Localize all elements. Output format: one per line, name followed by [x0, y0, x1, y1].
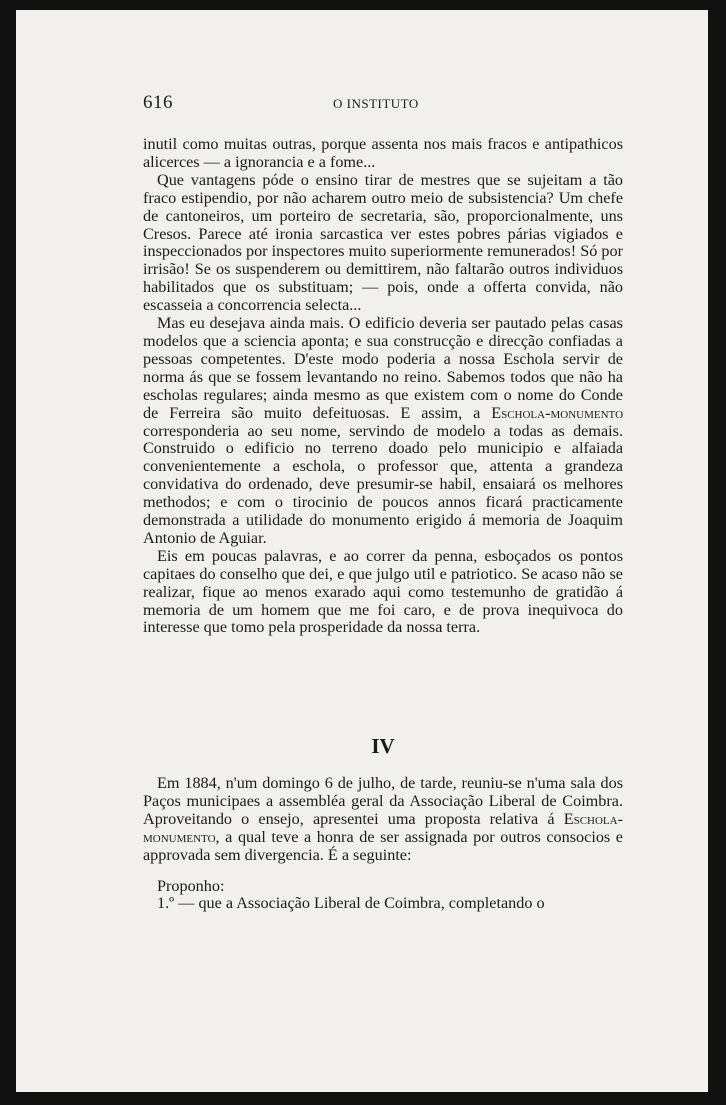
- page-number: 616: [143, 92, 173, 113]
- paragraph-conselho: Eis em poucas palavras, e ao correr da penna, esboçados os pontos capitaes do conselho que dei, e que julgo util e patriotico. Se acaso não se realizar, fique ao menos exarado aqui como testemunho de gratidão á memoria de um homem que me foi caro, e de prova inequivoca do interesse que tomo pela prosperidade da nossa terra.: [143, 546, 623, 637]
- paragraph-edificio-text: Mas eu desejava ainda mais. O edificio deveria ser pautado pelas casas modelos que a sciencia aponta; e sua construcção e direcção confiadas a pessoas competentes. D'este modo poderia a nossa Eschola servir de norma ás que se fossem levantando no reino. Sabemos todos que não ha escholas regulares; ainda mesmo as que existem com o nome do Conde de Ferreira são muito defeituosas. E assim, a: [143, 314, 623, 422]
- eschola-monumento-term: Eschola-monumento: [491, 403, 624, 422]
- proposal-item-1: 1.º — que a Associação Liberal de Coimbra, completando o: [157, 894, 545, 913]
- running-head: O INSTITUTO: [333, 96, 419, 111]
- body-text-before-section: [143, 136, 623, 637]
- paragraph-assembleia-rest: , a qual teve a honra de ser assignada por outros consocios e approvada sem divergencia. É a seguinte:: [143, 827, 623, 864]
- paragraph-vantagens: Que vantagens póde o ensino tirar de mestres que se sujeitam a tão fraco estipendio, por não acharem outro meio de subsistencia? Um chefe de cantoneiros, um porteiro de secretaria, são, proporcionalmente, uns Cresos. Parece até ironia sarcastica ver estes pobres párias vigiados e inspeccionados por inspectores muito superiormente remunerados! Só por irrisão! Se os suspenderem ou demittirem, não faltarão outros individuos habilitados que os substituam; — pois, onde a offerta convida, não escasseia a concorrencia selecta...: [143, 170, 623, 315]
- paragraph-assembleia-text: Em 1884, n'um domingo 6 de julho, de tarde, reuniu-se n'uma sala dos Paços municipaes a assembléa geral da Associação Liberal de Coimbra. Aproveitando o ensejo, apresentei uma proposta relativa á: [143, 774, 623, 828]
- paragraph-edificio: [143, 315, 623, 548]
- eschola-monumento-term-2: Eschola-monumento: [143, 809, 623, 846]
- paragraph-continuation: inutil como muitas outras, porque assenta nos mais fracos e antipathicos alicerces — a ignorancia e a fome...: [143, 135, 623, 171]
- paragraph-assembleia: [143, 775, 623, 865]
- page-header: [143, 92, 563, 116]
- body-text-section-iv: [143, 775, 623, 913]
- paragraph-edificio-rest: corresponderia ao seu nome, servindo de modelo a todas as demais. Construido o edificio no terreno doado pelo municipio e alfaiada convenientemente a eschola, o professor que, attenta a grandeza convidativa do ordenado, deve presumir-se habil, ensaiará os melhores methodos; e com o tirocinio de poucos annos ficará practicamente demonstrada a utilidade do monumento erigido á memoria de Joaquim Antonio de Aguiar.: [143, 421, 623, 547]
- proposal-label: Proponho:: [157, 876, 225, 895]
- section-heading-iv: IV: [371, 734, 395, 758]
